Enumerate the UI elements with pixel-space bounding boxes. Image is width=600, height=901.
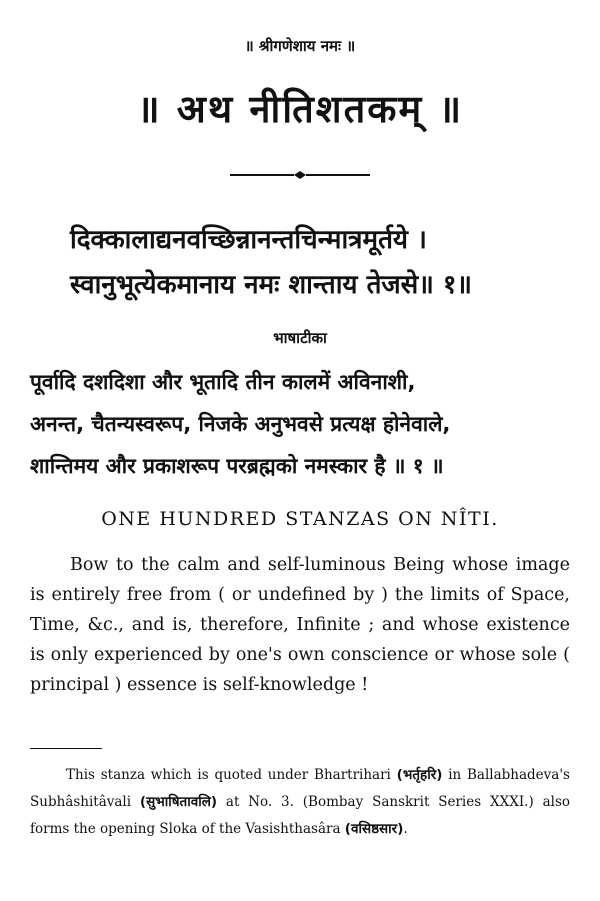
footnote-devanagari-bhartrihari: (भर्तृहरि) bbox=[396, 767, 443, 783]
footnote-text-1: This stanza which is quoted under Bhartrihari bbox=[66, 767, 391, 783]
footnote-rule bbox=[30, 748, 102, 749]
footnote bbox=[30, 762, 570, 843]
footnote-text-4: . bbox=[403, 821, 408, 837]
english-title: ONE HUNDRED STANZAS ON NÎTI. bbox=[101, 508, 499, 530]
invocation-line: ॥ श्रीगणेशाय नमः ॥ bbox=[244, 37, 356, 55]
footnote-text-3: at No. 3. (Bombay Sanskrit Series XXXI.) also forms the opening Sloka of the Vasishthasâra bbox=[30, 794, 571, 837]
page-title: ॥ अथ नीतिशतकम् ॥ bbox=[136, 87, 464, 131]
english-translation bbox=[30, 550, 570, 700]
translation-paragraph: Bow to the calm and self-luminous Being whose image is entirely free from ( or undefined by ) the limits of Space, Time, &c., and is, therefore, Infinite ; and whose existence is only experienced by one's own conscience or whose sole ( principal ) essence is self-knowledge ! bbox=[30, 555, 570, 695]
footnote-text-2: in Ballabhadeva's Subhâshitâvali bbox=[30, 767, 570, 810]
ornament-divider bbox=[228, 170, 372, 180]
footnote-paragraph bbox=[30, 762, 570, 843]
commentary-heading: भाषाटीका bbox=[273, 329, 327, 347]
footnote-devanagari-vasishthasara: (वसिष्ठसार) bbox=[344, 821, 404, 837]
hindi-commentary-line-1: पूर्वादि दशदिशा और भूतादि तीन कालमें अविनाशी, bbox=[30, 370, 416, 394]
hindi-commentary-line-2: अनन्त, चैतन्यस्वरूप, निजके अनुभवसे प्रत्यक्ष होनेवाले, bbox=[30, 412, 451, 436]
hindi-commentary-line-3: शान्तिमय और प्रकाशरूप परब्रह्मको नमस्कार है ॥ १ ॥ bbox=[30, 454, 444, 478]
sanskrit-verse-line-1: दिक्कालाद्यनवच्छिन्नानन्तचिन्मात्रमूर्तये । bbox=[70, 225, 427, 255]
footnote-devanagari-subhashitavali: (सुभाषितावलि) bbox=[139, 794, 218, 810]
sanskrit-verse-line-2: स्वानुभूत्येकमानाय नमः शान्ताय तेजसे॥ १॥ bbox=[70, 270, 472, 300]
